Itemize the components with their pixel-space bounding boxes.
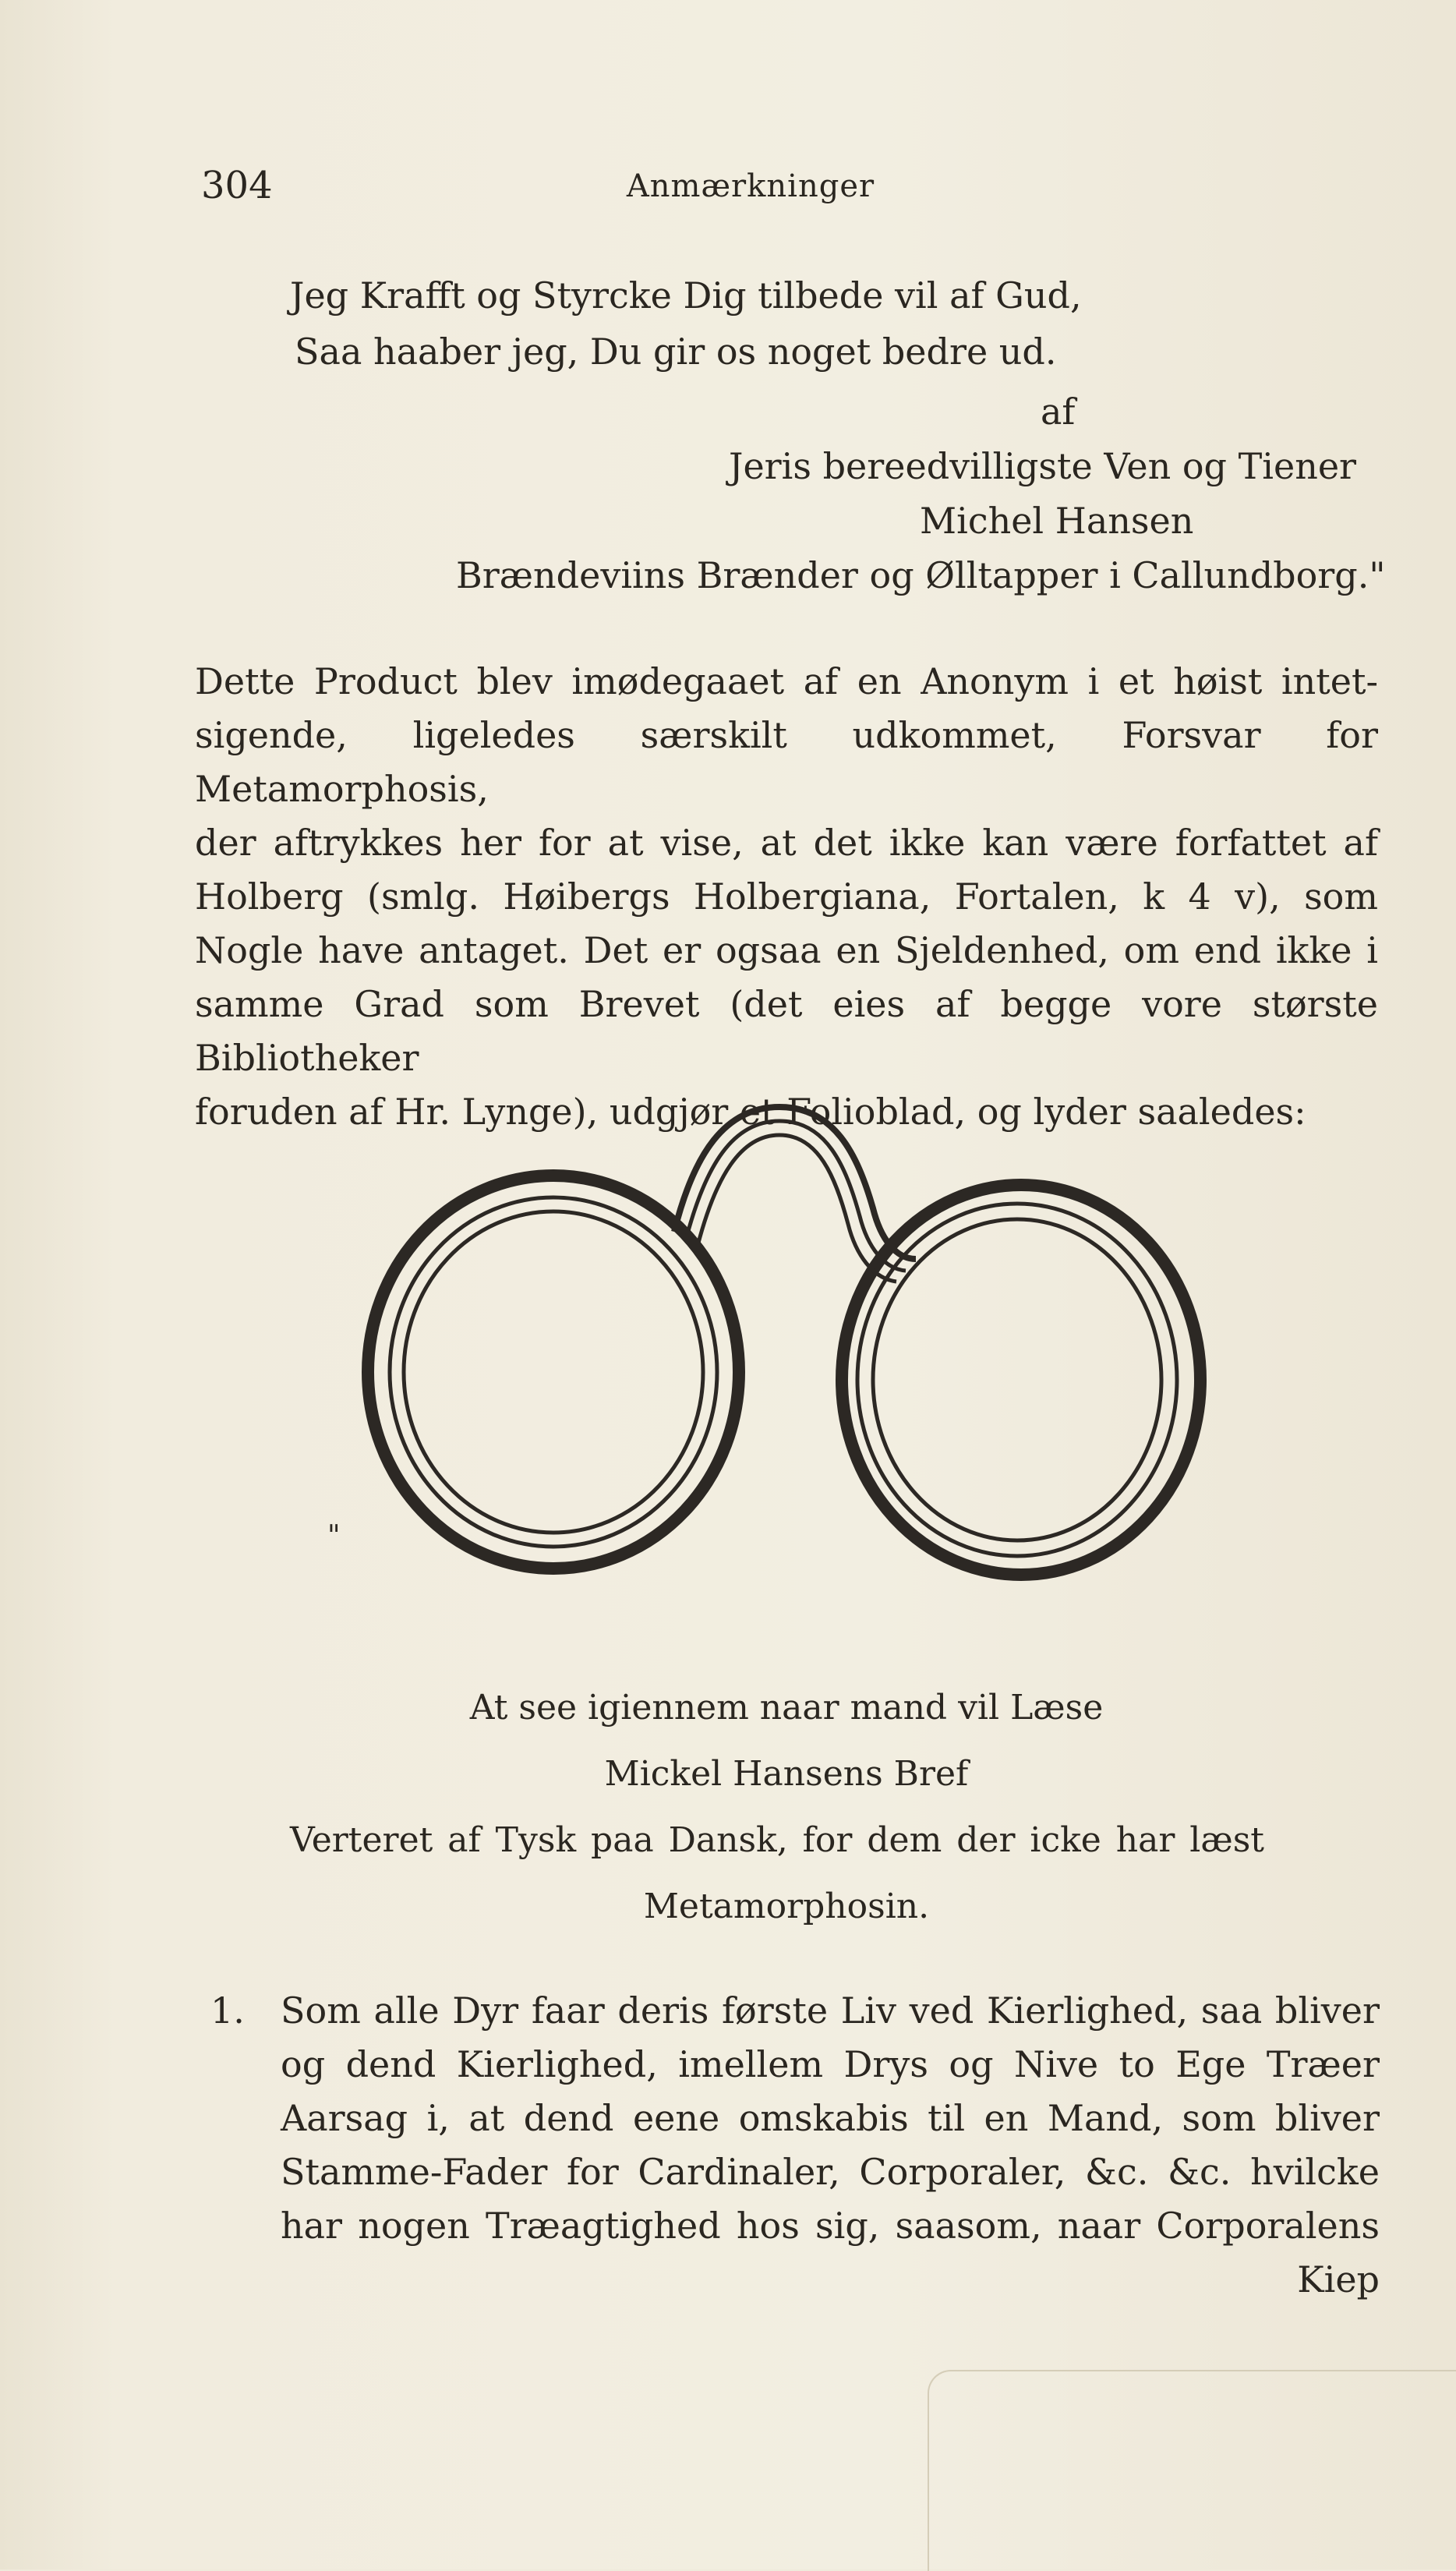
page-number: 304 [201,164,273,207]
caption-line-4: Metamorphosin. [643,1887,930,1926]
paragraph-line: sigende, ligeledes særskilt udkommet, Forsvar for Metamorphosis, [195,714,1378,810]
paragraph-line: der aftrykkes her for at vise, at det ikke kan være forfattet af [195,822,1378,864]
letter-signature: Michel Hansen [920,500,1194,542]
body-paragraph [195,655,1378,1139]
letter-closing-friend: Jeris bereedvilligste Ven og Tiener [729,445,1357,487]
caption-line-2: Mickel Hansens Bref [604,1754,969,1794]
page-corner-mark [928,2370,1456,2571]
item-line: Stamme-Fader for Cardinaler, Corporaler, &c. &c. hvilcke [281,2151,1380,2193]
page-header [201,164,1300,210]
item-line: Aarsag i, at dend eene omskabis til en Mand, som bliver [281,2097,1380,2139]
item-body [281,1984,1380,2307]
letter-occupation: Brændeviins Brænder og Ølltapper i Callundborg." [456,554,1386,596]
caption-line-3: Verteret af Tysk paa Dansk, for dem der icke har læst [290,1820,1264,1860]
item-line: og dend Kierlighed, imellem Drys og Nive to Ege Træer [281,2043,1380,2085]
item-number: 1. [210,1989,245,2032]
letter-verse-1: Jeg Krafft og Styrcke Dig tilbede vil af Gud, [290,274,1082,317]
caption-line-1: At see igiennem naar mand vil Læse [469,1688,1104,1728]
letter-closing-af: af [1041,391,1076,433]
running-title: Anmærkninger [626,168,875,204]
paragraph-line: Dette Product blev imødegaaet af en Anonym i et høist intet- [195,660,1378,702]
item-line: Som alle Dyr faar deris første Liv ved Kierlighed, saa bliver [281,1989,1380,2032]
catchword: Kiep [1297,2258,1380,2300]
paragraph-line: samme Grad som Brevet (det eies af begge vore største Bibliotheker [195,983,1378,1079]
letter-verse-2: Saa haaber jeg, Du gir os noget bedre ud. [295,331,1057,373]
spectacles-illustration [359,1091,1216,1653]
paragraph-line: Holberg (smlg. Høibergs Holbergiana, Fortalen, k 4 v), som [195,875,1378,918]
paragraph-line: Nogle have antaget. Det er ogsaa en Sjeldenhed, om end ikke i [195,929,1378,971]
item-line: har nogen Træagtighed hos sig, saasom, naar Corporalens [281,2205,1380,2247]
paragraph-line: foruden af Hr. Lynge), udgjør et Folioblad, og lyder saaledes: [195,1091,1306,1133]
quote-mark: " [327,1520,341,1552]
